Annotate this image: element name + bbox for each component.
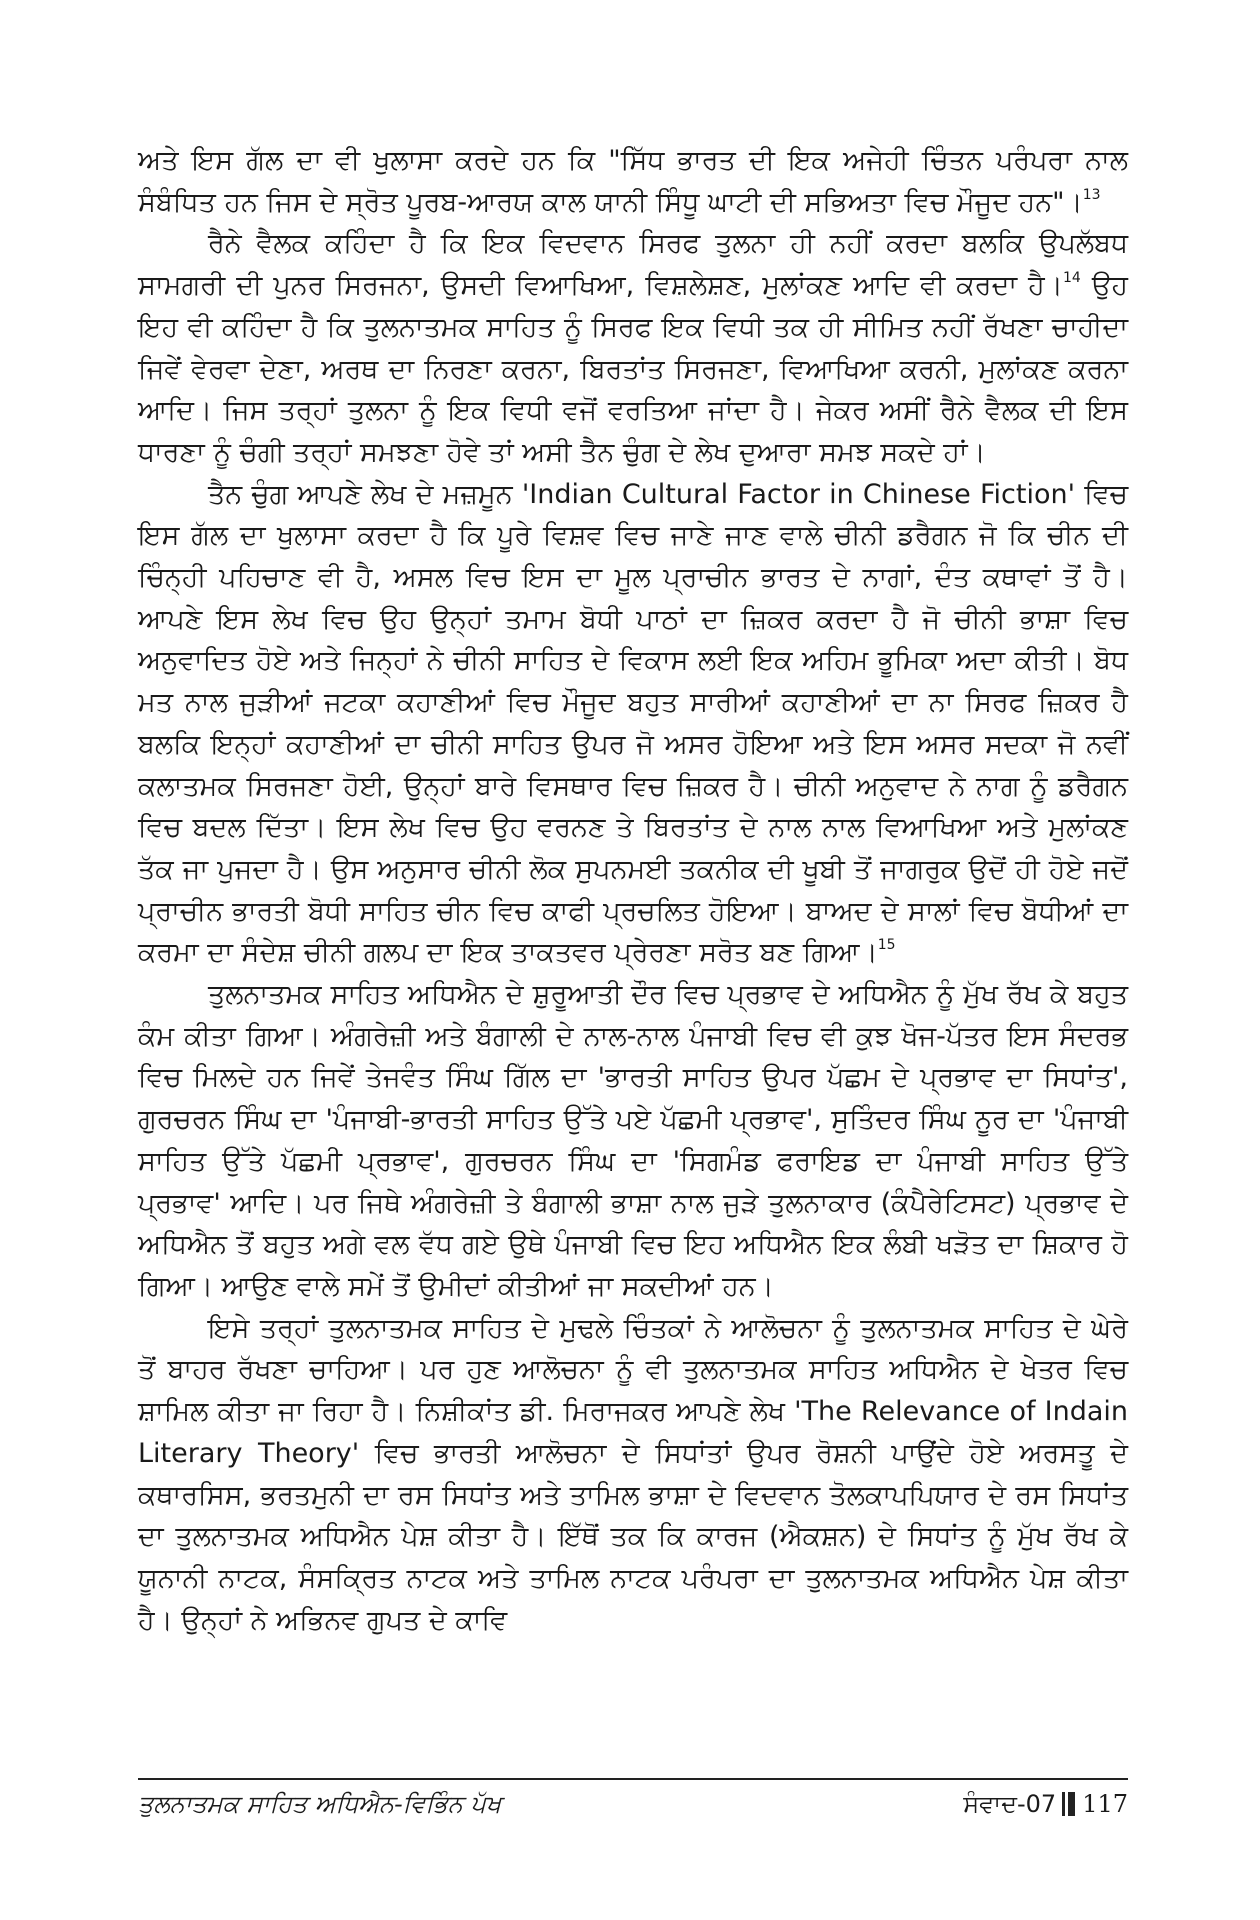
paragraph-5	[138, 1308, 1128, 1642]
paragraph-2	[138, 223, 1128, 473]
footnote-ref-14: 14	[1062, 270, 1081, 287]
paragraph-3	[138, 474, 1128, 974]
paragraph-2-text-continued: ਉਹ ਇਹ ਵੀ ਕਹਿੰਦਾ ਹੈ ਕਿ ਤੁਲਨਾਤਮਕ ਸਾਹਿਤ ਨੂੰ ਸਿਰਫ ਇਕ ਵਿਧੀ ਤਕ ਹੀ ਸੀਮਿਤ ਨਹੀਂ ਰੱਖਣਾ ਚਾਹੀਦਾ ਜਿਵੇਂ ਵੇਰਵਾ ਦੇਣਾ, ਅਰਥ ਦਾ ਨਿਰਣਾ ਕਰਨਾ, ਬਿਰਤਾਂਤ ਸਿਰਜਣਾ, ਵਿਆਖਿਆ ਕਰਨੀ, ਮੁਲਾਂਕਣ ਕਰਨਾ ਆਦਿ। ਜਿਸ ਤਰ੍ਹਾਂ ਤੁਲਨਾ ਨੂੰ ਇਕ ਵਿਧੀ ਵਜੋਂ ਵਰਤਿਆ ਜਾਂਦਾ ਹੈ। ਜੇਕਰ ਅਸੀਂ ਰੈਨੇ ਵੈਲਕ ਦੀ ਇਸ ਧਾਰਣਾ ਨੂੰ ਚੰਗੀ ਤਰ੍ਹਾਂ ਸਮਝਣਾ ਹੋਵੇ ਤਾਂ ਅਸੀ ਤੈਨ ਚੁੰਗ ਦੇ ਲੇਖ ਦੁਆਰਾ ਸਮਝ ਸਕਦੇ ਹਾਂ।	[138, 270, 1128, 468]
running-book-title: ਤੁਲਨਾਤਮਕ ਸਾਹਿਤ ਅਧਿਐਨ-ਵਿਭਿੰਨ ਪੱਖ	[138, 1790, 502, 1818]
double-bar-icon	[1062, 1792, 1076, 1816]
footer-divider	[138, 1778, 1128, 1780]
footer-page-info	[963, 1790, 1128, 1818]
issue-label: ਸੰਵਾਦ-07	[963, 1790, 1057, 1818]
footnote-ref-13: 13	[1082, 186, 1101, 203]
paragraph-5-text: ਇਸੇ ਤਰ੍ਹਾਂ ਤੁਲਨਾਤਮਕ ਸਾਹਿਤ ਦੇ ਮੁਢਲੇ ਚਿੰਤਕਾਂ ਨੇ ਆਲੋਚਨਾ ਨੂੰ ਤੁਲਨਾਤਮਕ ਸਾਹਿਤ ਦੇ ਘੇਰੇ ਤੋਂ ਬਾਹਰ ਰੱਖਣਾ ਚਾਹਿਆ। ਪਰ ਹੁਣ ਆਲੋਚਨਾ ਨੂੰ ਵੀ ਤੁਲਨਾਤਮਕ ਸਾਹਿਤ ਅਧਿਐਨ ਦੇ ਖੇਤਰ ਵਿਚ ਸ਼ਾਮਿਲ ਕੀਤਾ ਜਾ ਰਿਹਾ ਹੈ। ਨਿਸ਼ੀਕਾਂਤ ਡੀ. ਮਿਰਾਜਕਰ ਆਪਣੇ ਲੇਖ 'The Relevance of Indain Literary Theory' ਵਿਚ ਭਾਰਤੀ ਆਲੋਚਨਾ ਦੇ ਸਿਧਾਂਤਾਂ ਉਪਰ ਰੋਸ਼ਨੀ ਪਾਉਂਦੇ ਹੋਏ ਅਰਸਤੂ ਦੇ ਕਥਾਰਸਿਸ, ਭਰਤਮੁਨੀ ਦਾ ਰਸ ਸਿਧਾਂਤ ਅਤੇ ਤਾਮਿਲ ਭਾਸ਼ਾ ਦੇ ਵਿਦਵਾਨ ਤੋਲਕਾਪਪਿਯਾਰ ਦੇ ਰਸ ਸਿਧਾਂਤ ਦਾ ਤੁਲਨਾਤਮਕ ਅਧਿਐਨ ਪੇਸ਼ ਕੀਤਾ ਹੈ। ਇੱਥੋਂ ਤਕ ਕਿ ਕਾਰਜ (ਐਕਸ਼ਨ) ਦੇ ਸਿਧਾਂਤ ਨੂੰ ਮੁੱਖ ਰੱਖ ਕੇ ਯੂਨਾਨੀ ਨਾਟਕ, ਸੰਸਕ੍ਰਿਤ ਨਾਟਕ ਅਤੇ ਤਾਮਿਲ ਨਾਟਕ ਪਰੰਪਰਾ ਦਾ ਤੁਲਨਾਤਮਕ ਅਧਿਐਨ ਪੇਸ਼ ਕੀਤਾ ਹੈ। ਉਨ੍ਹਾਂ ਨੇ ਅਭਿਨਵ ਗੁਪਤ ਦੇ ਕਾਵਿ	[138, 1312, 1128, 1636]
page-footer	[138, 1790, 1128, 1830]
page-body	[138, 140, 1128, 1641]
paragraph-4-text: ਤੁਲਨਾਤਮਕ ਸਾਹਿਤ ਅਧਿਐਨ ਦੇ ਸ਼ੁਰੂਆਤੀ ਦੌਰ ਵਿਚ ਪ੍ਰਭਾਵ ਦੇ ਅਧਿਐਨ ਨੂੰ ਮੁੱਖ ਰੱਖ ਕੇ ਬਹੁਤ ਕੰਮ ਕੀਤਾ ਗਿਆ। ਅੰਗਰੇਜ਼ੀ ਅਤੇ ਬੰਗਾਲੀ ਦੇ ਨਾਲ-ਨਾਲ ਪੰਜਾਬੀ ਵਿਚ ਵੀ ਕੁਝ ਖੋਜ-ਪੱਤਰ ਇਸ ਸੰਦਰਭ ਵਿਚ ਮਿਲਦੇ ਹਨ ਜਿਵੇਂ ਤੇਜਵੰਤ ਸਿੰਘ ਗਿੱਲ ਦਾ 'ਭਾਰਤੀ ਸਾਹਿਤ ਉਪਰ ਪੱਛਮ ਦੇ ਪ੍ਰਭਾਵ ਦਾ ਸਿਧਾਂਤ', ਗੁਰਚਰਨ ਸਿੰਘ ਦਾ 'ਪੰਜਾਬੀ-ਭਾਰਤੀ ਸਾਹਿਤ ਉੱਤੇ ਪਏ ਪੱਛਮੀ ਪ੍ਰਭਾਵ', ਸੁਤਿੰਦਰ ਸਿੰਘ ਨੂਰ ਦਾ 'ਪੰਜਾਬੀ ਸਾਹਿਤ ਉੱਤੇ ਪੱਛਮੀ ਪ੍ਰਭਾਵ', ਗੁਰਚਰਨ ਸਿੰਘ ਦਾ 'ਸਿਗਮੰਡ ਫਰਾਇਡ ਦਾ ਪੰਜਾਬੀ ਸਾਹਿਤ ਉੱਤੇ ਪ੍ਰਭਾਵ' ਆਦਿ। ਪਰ ਜਿਥੇ ਅੰਗਰੇਜ਼ੀ ਤੇ ਬੰਗਾਲੀ ਭਾਸ਼ਾ ਨਾਲ ਜੁੜੇ ਤੁਲਨਾਕਾਰ (ਕੰਪੈਰੇਟਿਸਟ) ਪ੍ਰਭਾਵ ਦੇ ਅਧਿਐਨ ਤੋਂ ਬਹੁਤ ਅਗੇ ਵਲ ਵੱਧ ਗਏ ਉਥੇ ਪੰਜਾਬੀ ਵਿਚ ਇਹ ਅਧਿਐਨ ਇਕ ਲੰਬੀ ਖੜੋਤ ਦਾ ਸ਼ਿਕਾਰ ਹੋ ਗਿਆ। ਆਉਣ ਵਾਲੇ ਸਮੇਂ ਤੋਂ ਉਮੀਦਾਂ ਕੀਤੀਆਂ ਜਾ ਸਕਦੀਆਂ ਹਨ।	[138, 979, 1128, 1302]
paragraph-3-text: ਤੈਨ ਚੁੰਗ ਆਪਣੇ ਲੇਖ ਦੇ ਮਜ਼ਮੂਨ 'Indian Cultural Factor in Chinese Fiction' ਵਿਚ ਇਸ ਗੱਲ ਦਾ ਖੁਲਾਸਾ ਕਰਦਾ ਹੈ ਕਿ ਪੂਰੇ ਵਿਸ਼ਵ ਵਿਚ ਜਾਣੇ ਜਾਣ ਵਾਲੇ ਚੀਨੀ ਡਰੈਗਨ ਜੋ ਕਿ ਚੀਨ ਦੀ ਚਿੰਨ੍ਹੀ ਪਹਿਚਾਣ ਵੀ ਹੈ, ਅਸਲ ਵਿਚ ਇਸ ਦਾ ਮੂਲ ਪ੍ਰਾਚੀਨ ਭਾਰਤ ਦੇ ਨਾਗਾਂ, ਦੰਤ ਕਥਾਵਾਂ ਤੋਂ ਹੈ। ਆਪਣੇ ਇਸ ਲੇਖ ਵਿਚ ਉਹ ਉਨ੍ਹਾਂ ਤਮਾਮ ਬੋਧੀ ਪਾਠਾਂ ਦਾ ਜ਼ਿਕਰ ਕਰਦਾ ਹੈ ਜੋ ਚੀਨੀ ਭਾਸ਼ਾ ਵਿਚ ਅਨੁਵਾਦਿਤ ਹੋਏ ਅਤੇ ਜਿਨ੍ਹਾਂ ਨੇ ਚੀਨੀ ਸਾਹਿਤ ਦੇ ਵਿਕਾਸ ਲਈ ਇਕ ਅਹਿਮ ਭੂਮਿਕਾ ਅਦਾ ਕੀਤੀ। ਬੋਧ ਮਤ ਨਾਲ ਜੁੜੀਆਂ ਜਟਕਾ ਕਹਾਣੀਆਂ ਵਿਚ ਮੌਜੂਦ ਬਹੁਤ ਸਾਰੀਆਂ ਕਹਾਣੀਆਂ ਦਾ ਨਾ ਸਿਰਫ ਜ਼ਿਕਰ ਹੈ ਬਲਕਿ ਇਨ੍ਹਾਂ ਕਹਾਣੀਆਂ ਦਾ ਚੀਨੀ ਸਾਹਿਤ ਉਪਰ ਜੋ ਅਸਰ ਹੋਇਆ ਅਤੇ ਇਸ ਅਸਰ ਸਦਕਾ ਜੋ ਨਵੀਂ ਕਲਾਤਮਕ ਸਿਰਜਣਾ ਹੋਈ, ਉਨ੍ਹਾਂ ਬਾਰੇ ਵਿਸਥਾਰ ਵਿਚ ਜ਼ਿਕਰ ਹੈ। ਚੀਨੀ ਅਨੁਵਾਦ ਨੇ ਨਾਗ ਨੂੰ ਡਰੈਗਨ ਵਿਚ ਬਦਲ ਦਿੱਤਾ। ਇਸ ਲੇਖ ਵਿਚ ਉਹ ਵਰਨਣ ਤੇ ਬਿਰਤਾਂਤ ਦੇ ਨਾਲ ਨਾਲ ਵਿਆਖਿਆ ਅਤੇ ਮੁਲਾਂਕਣ ਤੱਕ ਜਾ ਪੁਜਦਾ ਹੈ। ਉਸ ਅਨੁਸਾਰ ਚੀਨੀ ਲੋਕ ਸੁਪਨਮਈ ਤਕਨੀਕ ਦੀ ਖੂਬੀ ਤੋਂ ਜਾਗਰੁਕ ਉਦੋਂ ਹੀ ਹੋਏ ਜਦੋਂ ਪ੍ਰਾਚੀਨ ਭਾਰਤੀ ਬੋਧੀ ਸਾਹਿਤ ਚੀਨ ਵਿਚ ਕਾਫੀ ਪ੍ਰਚਲਿਤ ਹੋਇਆ। ਬਾਅਦ ਦੇ ਸਾਲਾਂ ਵਿਚ ਬੋਧੀਆਂ ਦਾ ਕਰਮਾ ਦਾ ਸੰਦੇਸ਼ ਚੀਨੀ ਗਲਪ ਦਾ ਇਕ ਤਾਕਤਵਰ ਪ੍ਰੇਰਣਾ ਸਰੋਤ ਬਣ ਗਿਆ।	[138, 478, 1128, 969]
paragraph-4	[138, 974, 1128, 1308]
footnote-ref-15: 15	[877, 937, 896, 954]
paragraph-1-text: ਅਤੇ ਇਸ ਗੱਲ ਦਾ ਵੀ ਖੁਲਾਸਾ ਕਰਦੇ ਹਨ ਕਿ "ਸਿੱਧ ਭਾਰਤ ਦੀ ਇਕ ਅਜੇਹੀ ਚਿੰਤਨ ਪਰੰਪਰਾ ਨਾਲ ਸੰਬੰਧਿਤ ਹਨ ਜਿਸ ਦੇ ਸ੍ਰੋਤ ਪੂਰਬ-ਆਰਯ ਕਾਲ ਯਾਨੀ ਸਿੰਧੂ ਘਾਟੀ ਦੀ ਸਭਿਅਤਾ ਵਿਚ ਮੌਜੂਦ ਹਨ"।	[138, 145, 1128, 218]
paragraph-2-text: ਰੈਨੇ ਵੈਲਕ ਕਹਿੰਦਾ ਹੈ ਕਿ ਇਕ ਵਿਦਵਾਨ ਸਿਰਫ ਤੁਲਨਾ ਹੀ ਨਹੀਂ ਕਰਦਾ ਬਲਕਿ ਉਪਲੱਬਧ ਸਾਮਗਰੀ ਦੀ ਪੁਨਰ ਸਿਰਜਨਾ, ਉਸਦੀ ਵਿਆਖਿਆ, ਵਿਸ਼ਲੇਸ਼ਣ, ਮੁਲਾਂਕਣ ਆਦਿ ਵੀ ਕਰਦਾ ਹੈ।	[138, 228, 1128, 302]
page-number: 117	[1082, 1790, 1128, 1818]
paragraph-1	[138, 140, 1128, 223]
